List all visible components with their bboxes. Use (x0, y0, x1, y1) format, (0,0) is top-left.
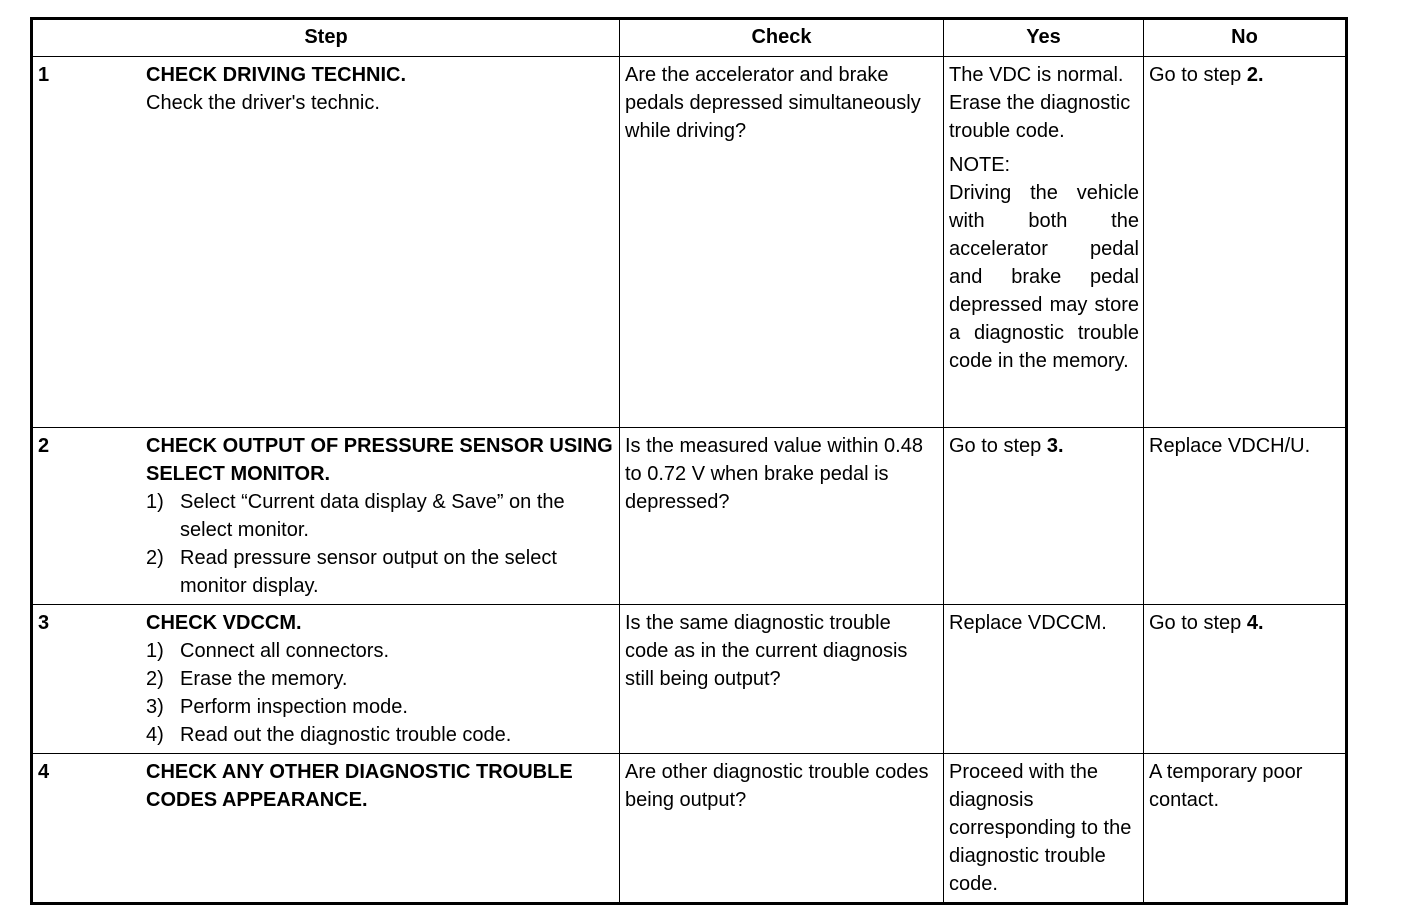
step-number: 1 (38, 64, 50, 86)
diagnostic-procedure-table (30, 17, 1348, 905)
note-text: Driving the vehicle with both the accelerator pedal and brake pedal depressed may store a diagnostic trouble code in the memory. (949, 182, 1139, 372)
step-description: Check the driver's technic. (146, 92, 380, 114)
yes-cell: Replace VDCCM. (944, 605, 1144, 754)
table-row (32, 605, 1347, 754)
no-cell: A temporary poor contact. (1144, 754, 1347, 904)
check-cell: Are other diagnostic trouble codes being output? (620, 754, 944, 904)
step-number: 2 (38, 435, 50, 457)
check-cell: Is the same diagnostic trouble code as in the current diagnosis still being output? (620, 605, 944, 754)
step-title: CHECK OUTPUT OF PRESSURE SENSOR USING SELECT MONITOR. (146, 435, 613, 485)
list-item: 3) Perform inspection mode. (146, 696, 408, 718)
yes-cell (944, 428, 1144, 605)
header-check: Check (620, 19, 944, 57)
no-cell: Replace VDCH/U. (1144, 428, 1347, 605)
no-cell (1144, 605, 1347, 754)
step-title: CHECK ANY OTHER DIAGNOSTIC TROUBLE CODES APPEARANCE. (146, 761, 573, 811)
step-cell (32, 57, 620, 428)
step-number: 4 (38, 761, 50, 783)
sub-step-list (146, 488, 615, 600)
list-item: 2) Read pressure sensor output on the select monitor display. (146, 547, 557, 597)
step-cell (32, 605, 620, 754)
sub-step-list (146, 637, 615, 749)
note-label: NOTE: (949, 154, 1011, 176)
step-number: 3 (38, 612, 50, 634)
yes-text: The VDC is normal. Erase the diagnostic trouble code. (949, 64, 1131, 142)
list-item: 4) Read out the diagnostic trouble code. (146, 724, 512, 746)
no-text: Go to step (1149, 64, 1242, 86)
no-text: Go to step (1149, 612, 1242, 634)
header-row (32, 19, 1347, 57)
header-yes: Yes (944, 19, 1144, 57)
table-row (32, 428, 1347, 605)
check-cell: Are the accelerator and brake pedals depressed simultaneously while driving? (620, 57, 944, 428)
yes-cell: Proceed with the diagnosis corresponding to the diagnostic trouble code. (944, 754, 1144, 904)
table-row (32, 57, 1347, 428)
header-no: No (1144, 19, 1347, 57)
table-row (32, 754, 1347, 904)
step-cell (32, 754, 620, 904)
list-item: 1) Connect all connectors. (146, 640, 390, 662)
step-title: CHECK DRIVING TECHNIC. (146, 64, 407, 86)
step-title: CHECK VDCCM. (146, 612, 302, 634)
step-link: 2. (1246, 64, 1264, 86)
step-link: 4. (1246, 612, 1264, 634)
check-cell: Is the measured value within 0.48 to 0.72 V when brake pedal is depressed? (620, 428, 944, 605)
list-item: 2) Erase the memory. (146, 668, 348, 690)
header-step: Step (32, 19, 620, 57)
step-cell (32, 428, 620, 605)
yes-text: Go to step (949, 435, 1042, 457)
no-cell (1144, 57, 1347, 428)
list-item: 1) Select “Current data display & Save” on the select monitor. (146, 491, 565, 541)
step-link: 3. (1046, 435, 1064, 457)
yes-cell (944, 57, 1144, 428)
